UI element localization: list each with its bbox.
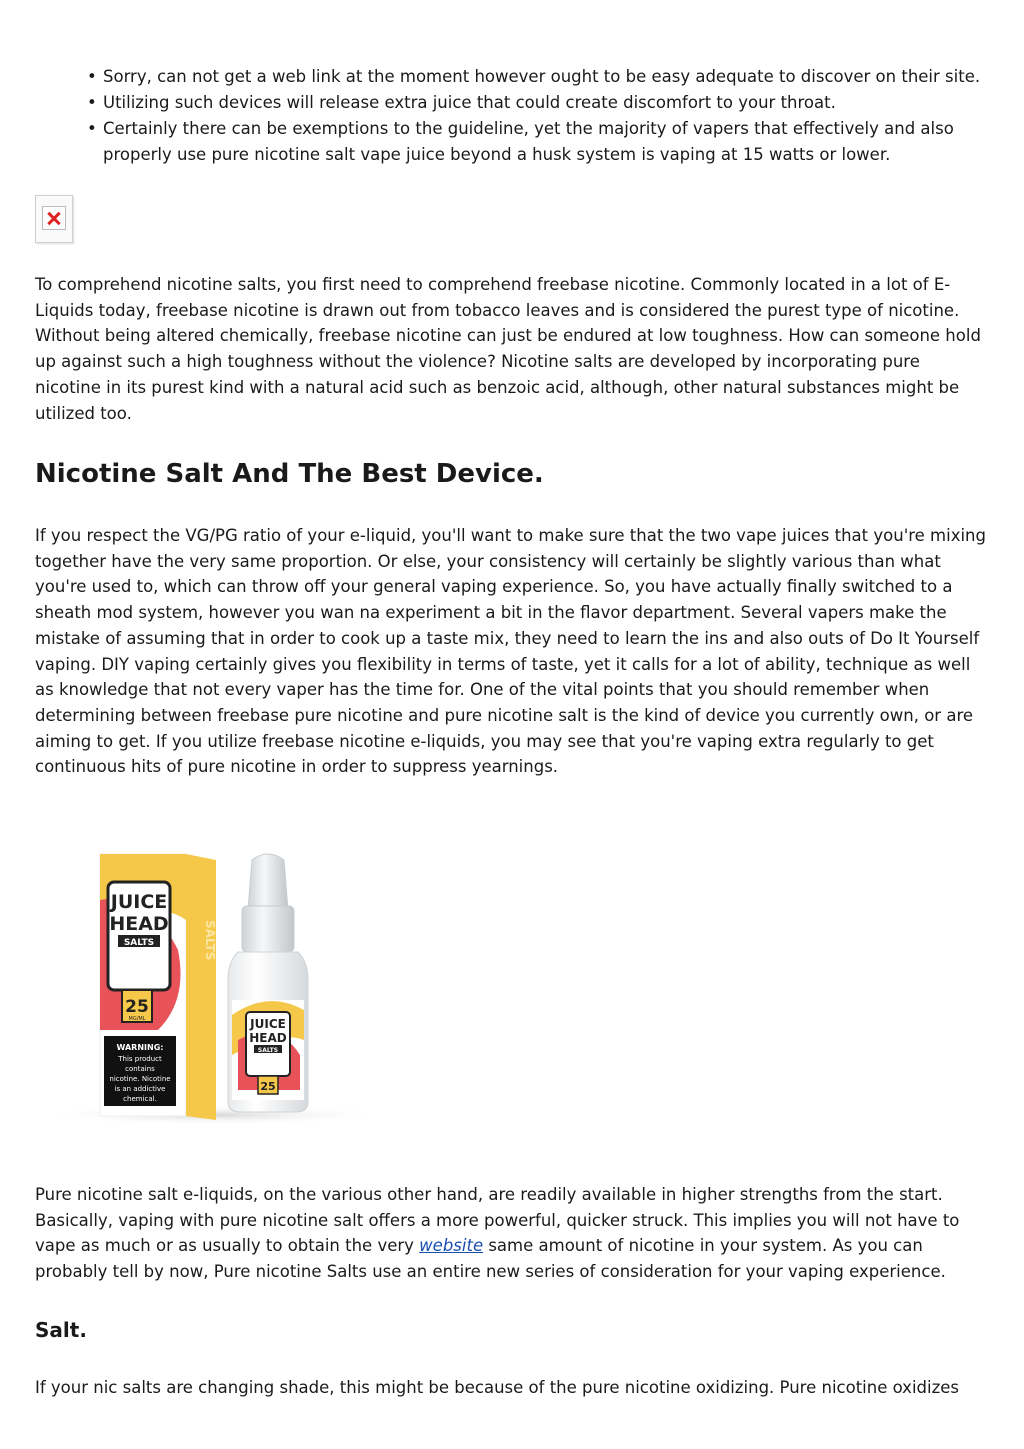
box-brand: JUICE (110, 891, 168, 913)
box-strength: 25 (125, 997, 149, 1017)
product-bottle (228, 854, 308, 1112)
box-flavor-2: PEACH (123, 965, 155, 974)
bottle-brand-2: HEAD (249, 1031, 287, 1045)
paragraph-salt-eliquids (35, 1182, 990, 1285)
box-brand-2: HEAD (109, 913, 169, 935)
warning-text: chemical. (123, 1095, 157, 1103)
warning-text: is an addictive (114, 1085, 166, 1093)
warning-text: contains (125, 1065, 155, 1073)
paragraph-text: same amount of nicotine in your system. As you can probably tell by now, Pure nicotine Salts use an entire new series of consideration for your vaping experience. (35, 1236, 946, 1282)
warning-text: nicotine. Nicotine (109, 1075, 171, 1083)
broken-image-icon (35, 195, 73, 243)
list-item: • Sorry, can not get a web link at the moment however ought to be easy adequate to discover on their site. (87, 64, 990, 90)
warning-text: This product (118, 1055, 162, 1063)
paragraph-oxidizing: If your nic salts are changing shade, this might be because of the pure nicotine oxidizing. Pure nicotine oxidizes (35, 1378, 959, 1397)
box-unit: MG/ML (128, 1016, 146, 1022)
box-salts: SALTS (123, 938, 155, 948)
heading-nicotine-salt-device: Nicotine Salt And The Best Device. (35, 459, 544, 489)
bottle-brand: JUICE (250, 1017, 286, 1031)
product-image (38, 840, 388, 1130)
website-link[interactable]: website (419, 1236, 484, 1256)
paragraph-text: Pure nicotine salt e-liquids, on the various other hand, are readily available in higher strengths from the start. Basically, vaping with pure nicotine salt offers a more powerful, quicker struck. This implies you will not have to vape as much or as usually to obtain the very (35, 1185, 960, 1256)
list-item: • Certainly there can be exemptions to the guideline, yet the majority of vapers that effectively and also properly use pure nicotine salt vape juice beyond a husk system is vaping at 15 watts or lower. (87, 116, 990, 168)
box-side-text: SALTS (203, 920, 217, 961)
heading-salt: Salt. (35, 1318, 87, 1342)
warning-title: WARNING: (116, 1043, 164, 1052)
bottle-flavor-2: PEACH (259, 1065, 277, 1071)
paragraph-vgpg: If you respect the VG/PG ratio of your e-liquid, you'll want to make sure that the two vape juices that you're mixing together have the very same proportion. Or else, your consistency will certainly be slightly various than what you're used to, which can throw off your general vaping experience. So, you have actually finally switched to a sheath mod system, however you wan na experiment a bit in the flavor department. Several vapers make the mistake of assuming that in order to cook up a taste mix, they need to learn the ins and also outs of Do It Yourself vaping. DIY vaping certainly gives you flexibility in terms of taste, yet it calls for a lot of ability, technique as well as knowledge that not every vaper has the time for. One of the vital points that you should remember when determining between freebase pure nicotine and pure nicotine salt is the kind of device you currently own, or are aiming to get. If you utilize freebase nicotine e-liquids, you may see that you're vaping extra regularly to get continuous hits of pure nicotine in order to suppress yearnings. (35, 526, 986, 777)
list-item: • Utilizing such devices will release extra juice that could create discomfort to your throat. (87, 90, 990, 116)
box-flavor: GUAVA (123, 955, 155, 964)
product-box (100, 854, 217, 1120)
bottle-flavor: GUAVA (259, 1058, 277, 1064)
bottle-strength: 25 (260, 1080, 276, 1093)
paragraph-freebase: To comprehend nicotine salts, you first need to comprehend freebase nicotine. Commonly located in a lot of E-Liquids today, freebase nicotine is drawn out from tobacco leaves and is considered the purest type of nicotine. Without being altered chemically, freebase nicotine can just be endured at low toughness. How can someone hold up against such a high toughness without the violence? Nicotine salts are developed by incorporating pure nicotine in its purest kind with a natural acid such as benzoic acid, although, other natural substances might be utilized too. (35, 275, 981, 423)
bottle-salts: SALTS (257, 1047, 279, 1054)
bullet-list (87, 64, 990, 168)
